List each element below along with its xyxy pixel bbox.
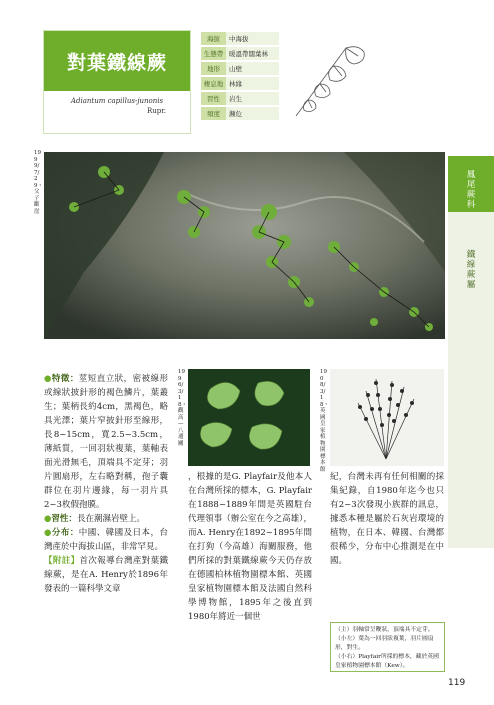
habit-paragraph: ●習性：長在潮濕岩壁上。 [44, 514, 145, 524]
habitat-info-table [201, 32, 279, 122]
fern-on-rock-image [44, 152, 445, 339]
pinnae-image [188, 369, 310, 466]
specimen-image [330, 369, 444, 466]
photo-caption-box: （主）羽軸常呈鞭狀，頂端具不定芽。 （小左）葉為一回羽狀複葉，羽片圓扇形，對生。 （小右）Playfair所採的標本，藏於英國皇家植物園標本館（Kew）。 [330, 622, 445, 672]
small-photo-caption-right: 1908/3/18・英國皇家植物園標本館 [320, 369, 329, 473]
author-name: Rupr. [146, 107, 166, 115]
bullet-icon: ● [44, 374, 52, 384]
features-paragraph: ●特徵：莖短直立狀，密被線形或線狀披針形的褐色鱗片，葉叢生；葉柄長約4cm，黑褐色，略具光澤；葉片窄披針形至線形，長8~15cm，寬2.5~3.5cm，薄紙質，一回羽狀複葉，葉軸表面光滑無毛，頂端具不定芽；羽片圓扇形，左右略對稱，孢子囊群位在羽片邊緣，每一羽片具2~3枚假孢膜。 [44, 374, 168, 510]
bullet-icon: ● [44, 528, 52, 538]
family-label: 鳳尾蕨科 [466, 170, 476, 210]
main-fern-photo [44, 152, 445, 339]
chapter-tab [448, 156, 494, 548]
text-column-1 [44, 372, 168, 596]
distribution-paragraph: ●分布：中國、韓國及日本，台灣產於中海拔山區，非常罕見。 [44, 528, 168, 552]
species-title: 對葉鐵線蕨 [66, 51, 167, 74]
small-photo-caption-left: 1996/3/18・觀高 — 八通關 [178, 369, 187, 447]
title-band [44, 31, 190, 91]
page-number: 119 [448, 678, 466, 688]
info-row: 棲息地 林緣 [201, 77, 279, 90]
bullet-icon: ● [44, 514, 52, 524]
pinnae-closeup-photo [188, 369, 310, 466]
note-paragraph: 【附註】首次報導台灣產對葉鐵線蕨，是在A. Henry於1896年發表的一篇科學文章 [44, 556, 168, 594]
genus-label: 鐵線蕨屬 [466, 250, 476, 290]
info-row: 習性 岩生 [201, 92, 279, 105]
info-row: 生態帶 暖溫帶闊葉林 [201, 47, 279, 60]
text-column-2: ，根據的是G. Playfair及他本人在台灣所採的標本，G. Playfair在1888~1889年間是英國駐台代理領事（辦公室在今之高雄），而A. Henry在1892~1895年間在打狗（今高雄）海關服務，他們所採的對葉鐵線蕨今天仍存放在德國柏林植物園標本館、英國皇家植物園標本館及法國自然科學博物館，1895年之後直到1980年將近一個世 [188, 472, 312, 622]
scientific-name: Adiantum capillus-junonis [70, 97, 164, 105]
info-row: 地形 山壁 [201, 62, 279, 75]
herbarium-specimen-photo [330, 369, 444, 466]
info-row: 頻度 瀕危 [201, 107, 279, 120]
leaf-outline-illustration [286, 36, 374, 128]
main-photo-caption: 1999/7/29・父子斷崖 [34, 150, 43, 215]
text-column-3: 紀，台灣未再有任何相關的採集紀錄，自1980年迄今也只有2~3次發現小族群的訊息，據悉本種是屬於石灰岩環境的植物，在日本、韓國、台灣都很稀少，分布中心推測是在中國。 [330, 472, 444, 566]
species-title-box [43, 30, 191, 134]
info-row: 海拔 中海拔 [201, 32, 279, 45]
